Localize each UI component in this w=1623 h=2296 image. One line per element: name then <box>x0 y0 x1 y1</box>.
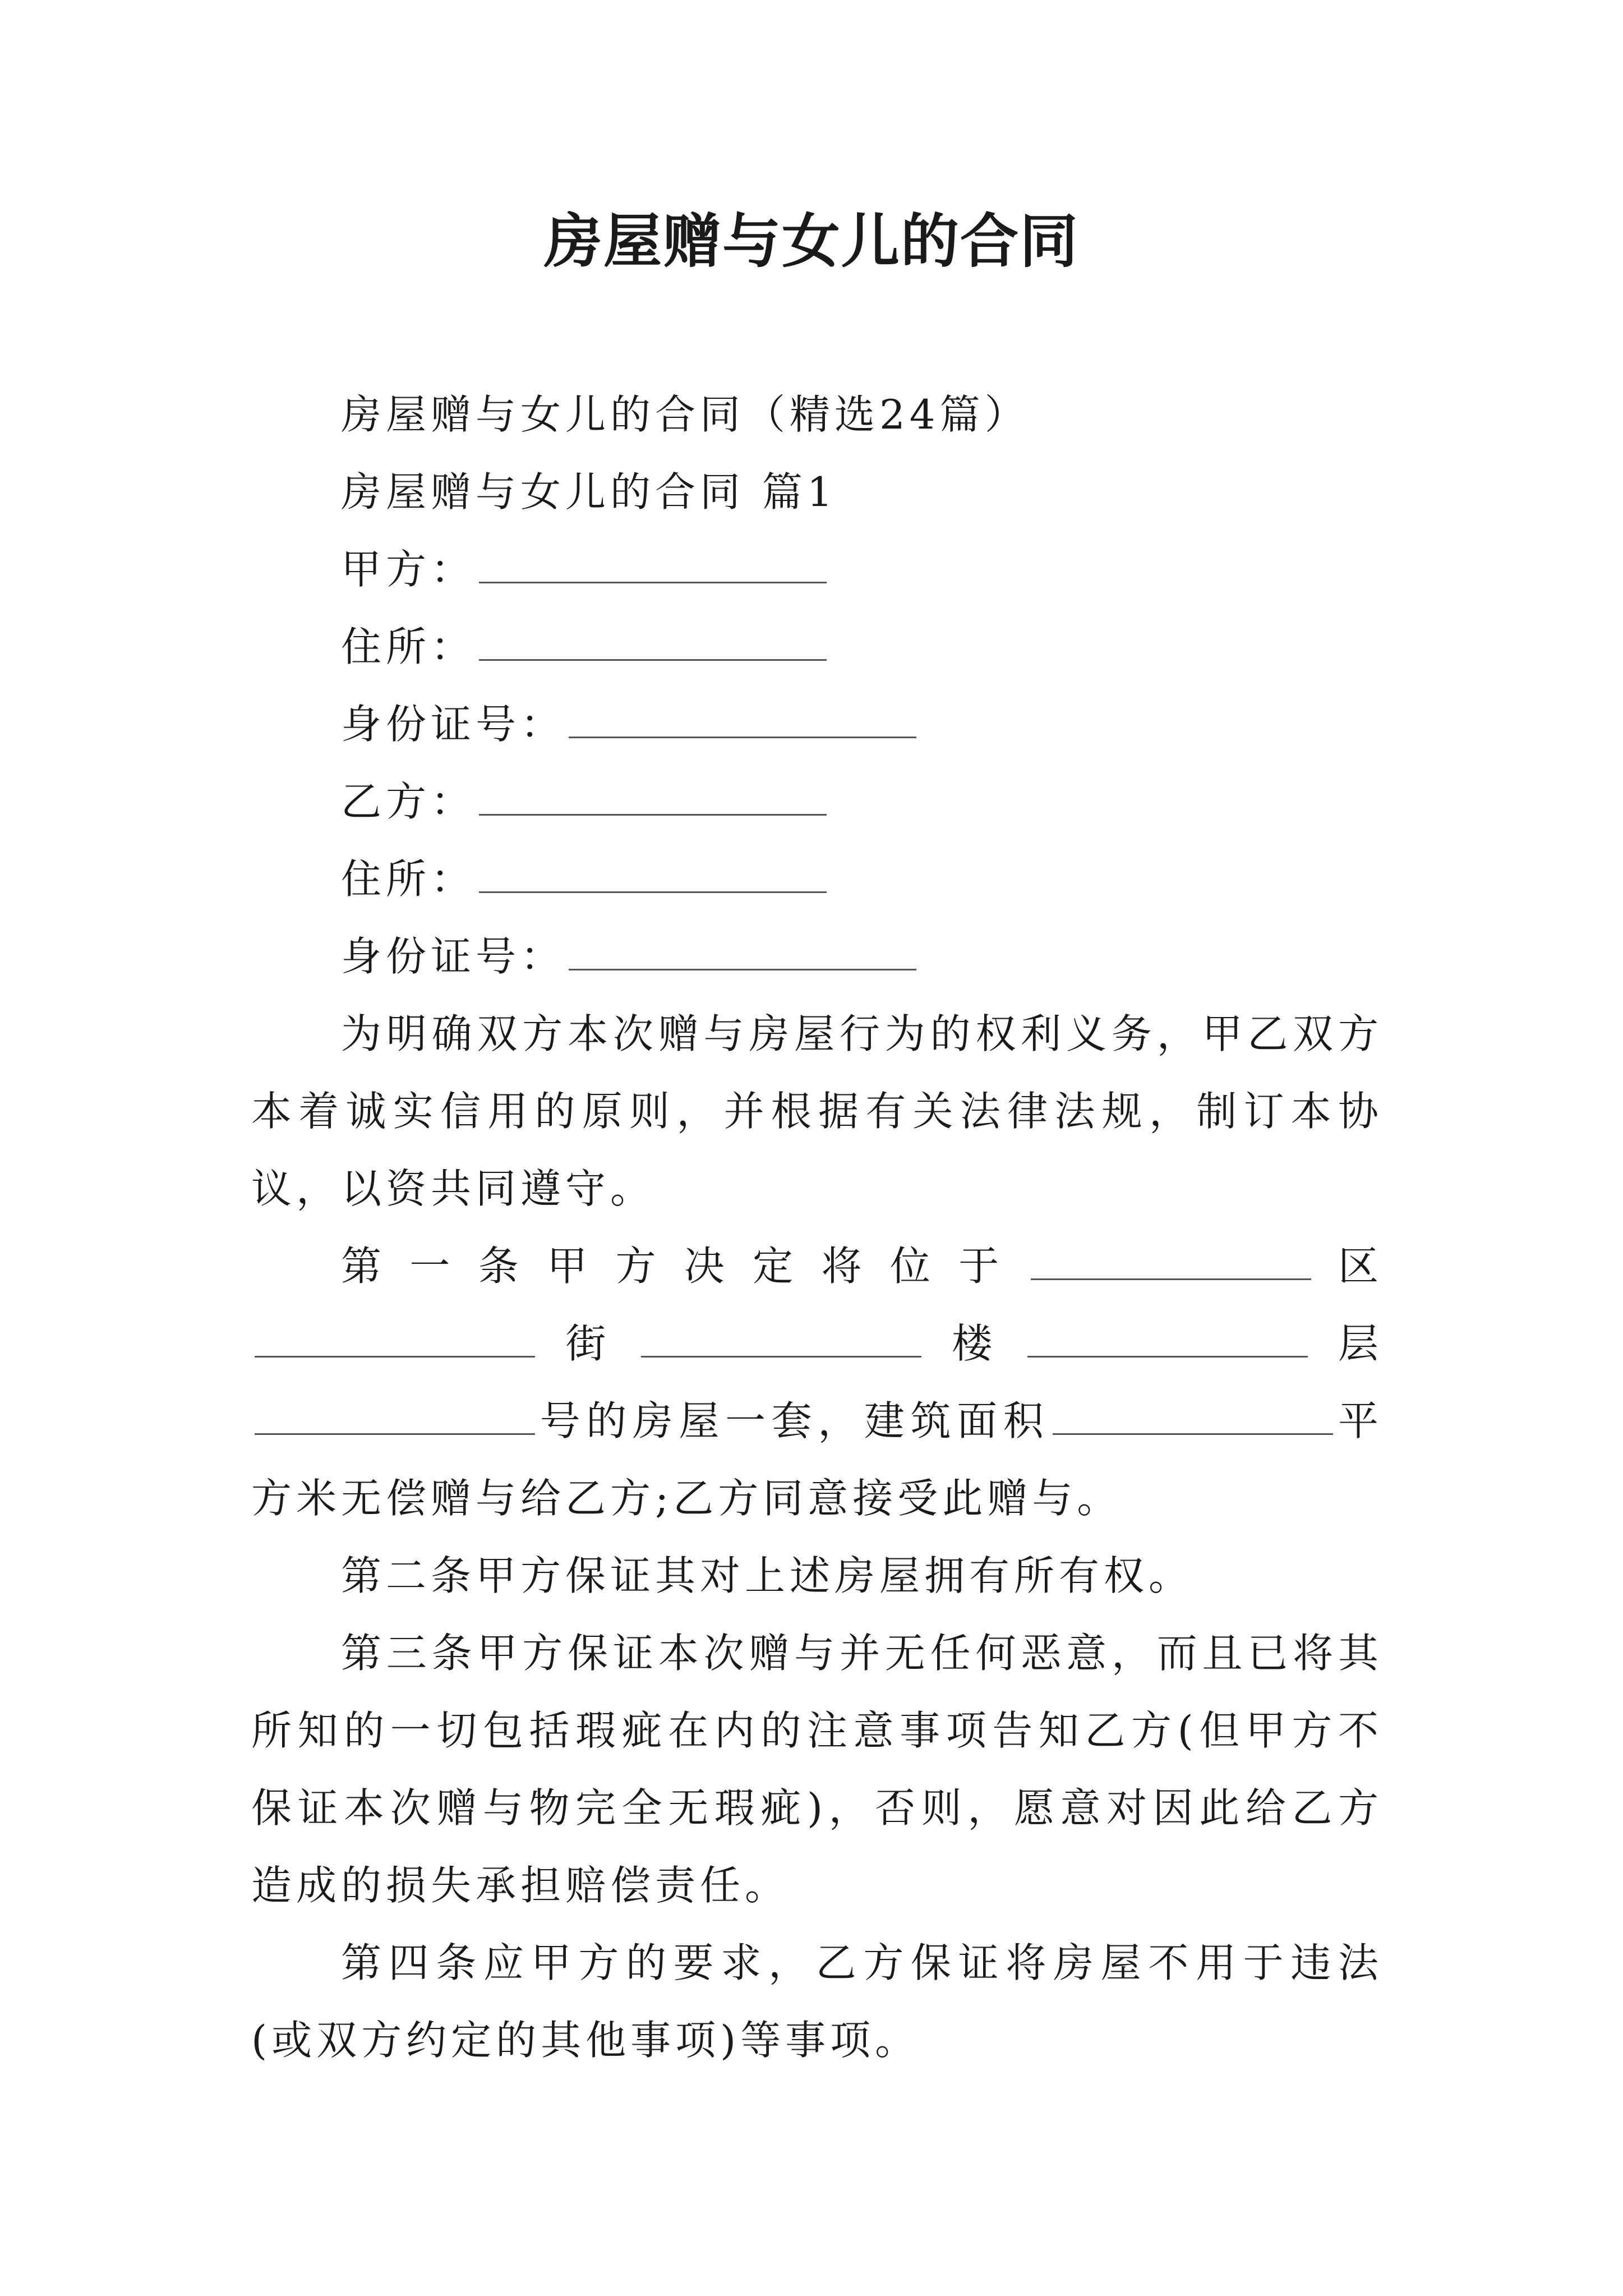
party-a-address-label: 住所： <box>341 623 476 670</box>
floor-blank <box>255 1402 535 1435</box>
party-b-field <box>251 763 1383 840</box>
article-1-text-2: 区 <box>1314 1243 1383 1290</box>
party-b-address-field <box>251 840 1383 918</box>
article-1-text-4: 楼 <box>924 1320 1024 1367</box>
article-4: 第四条应甲方的要求，乙方保证将房屋不用于违法(或双方约定的其他事项)等事项。 <box>251 1939 1383 2064</box>
article-1-text-6: 号的房屋一套，建筑面积 <box>538 1397 1050 1444</box>
party-b-id-blank <box>569 937 916 970</box>
article-1-text-1: 第一条甲方决定将位于 <box>341 1243 1027 1290</box>
party-a-blank <box>479 550 827 583</box>
article-3: 第三条甲方保证本次赠与并无任何恶意，而且已将其所知的一切包括瑕疵在内的注意事项告知乙方(但甲方不保证本次赠与物完全无瑕疵)，否则，愿意对因此给乙方造成的损失承担赔偿责任。 <box>251 1630 1383 1909</box>
party-a-id-field <box>251 685 1383 763</box>
area-blank <box>1053 1402 1333 1435</box>
party-b-label: 乙方： <box>341 778 476 825</box>
party-b-id-label: 身份证号： <box>341 933 566 980</box>
party-a-id-blank <box>569 705 916 738</box>
document-subtitle: 房屋赠与女儿的合同（精选24篇） <box>341 391 1030 438</box>
article-1-text-3: 街 <box>538 1320 638 1367</box>
article-1 <box>251 1227 1383 1537</box>
party-a-field <box>251 531 1383 608</box>
section-heading: 房屋赠与女儿的合同 篇1 <box>341 468 837 516</box>
article-2: 第二条甲方保证其对上述房屋拥有所有权。 <box>341 1552 1194 1599</box>
party-b-id-field <box>251 918 1383 995</box>
district-blank <box>1031 1247 1311 1280</box>
document-title: 房屋赠与女儿的合同 <box>543 206 1079 275</box>
building-blank <box>1027 1324 1308 1358</box>
district-name-blank <box>255 1324 535 1358</box>
document-body <box>251 376 1383 2079</box>
party-a-address-blank <box>479 628 827 661</box>
party-b-address-label: 住所： <box>341 855 476 903</box>
article-1-text-5: 层 <box>1311 1320 1383 1367</box>
party-b-blank <box>479 783 827 816</box>
intro-paragraph: 为明确双方本次赠与房屋行为的权利义务，甲乙双方本着诚实信用的原则，并根据有关法律法规，制订本协议，以资共同遵守。 <box>251 1010 1383 1212</box>
party-a-id-label: 身份证号： <box>341 701 566 748</box>
party-a-address-field <box>251 608 1383 685</box>
street-blank <box>641 1324 921 1358</box>
party-a-label: 甲方： <box>341 546 476 593</box>
party-b-address-blank <box>479 860 827 893</box>
article-1-text-7: 平方米无偿赠与给乙方;乙方同意接受此赠与。 <box>251 1397 1383 1522</box>
